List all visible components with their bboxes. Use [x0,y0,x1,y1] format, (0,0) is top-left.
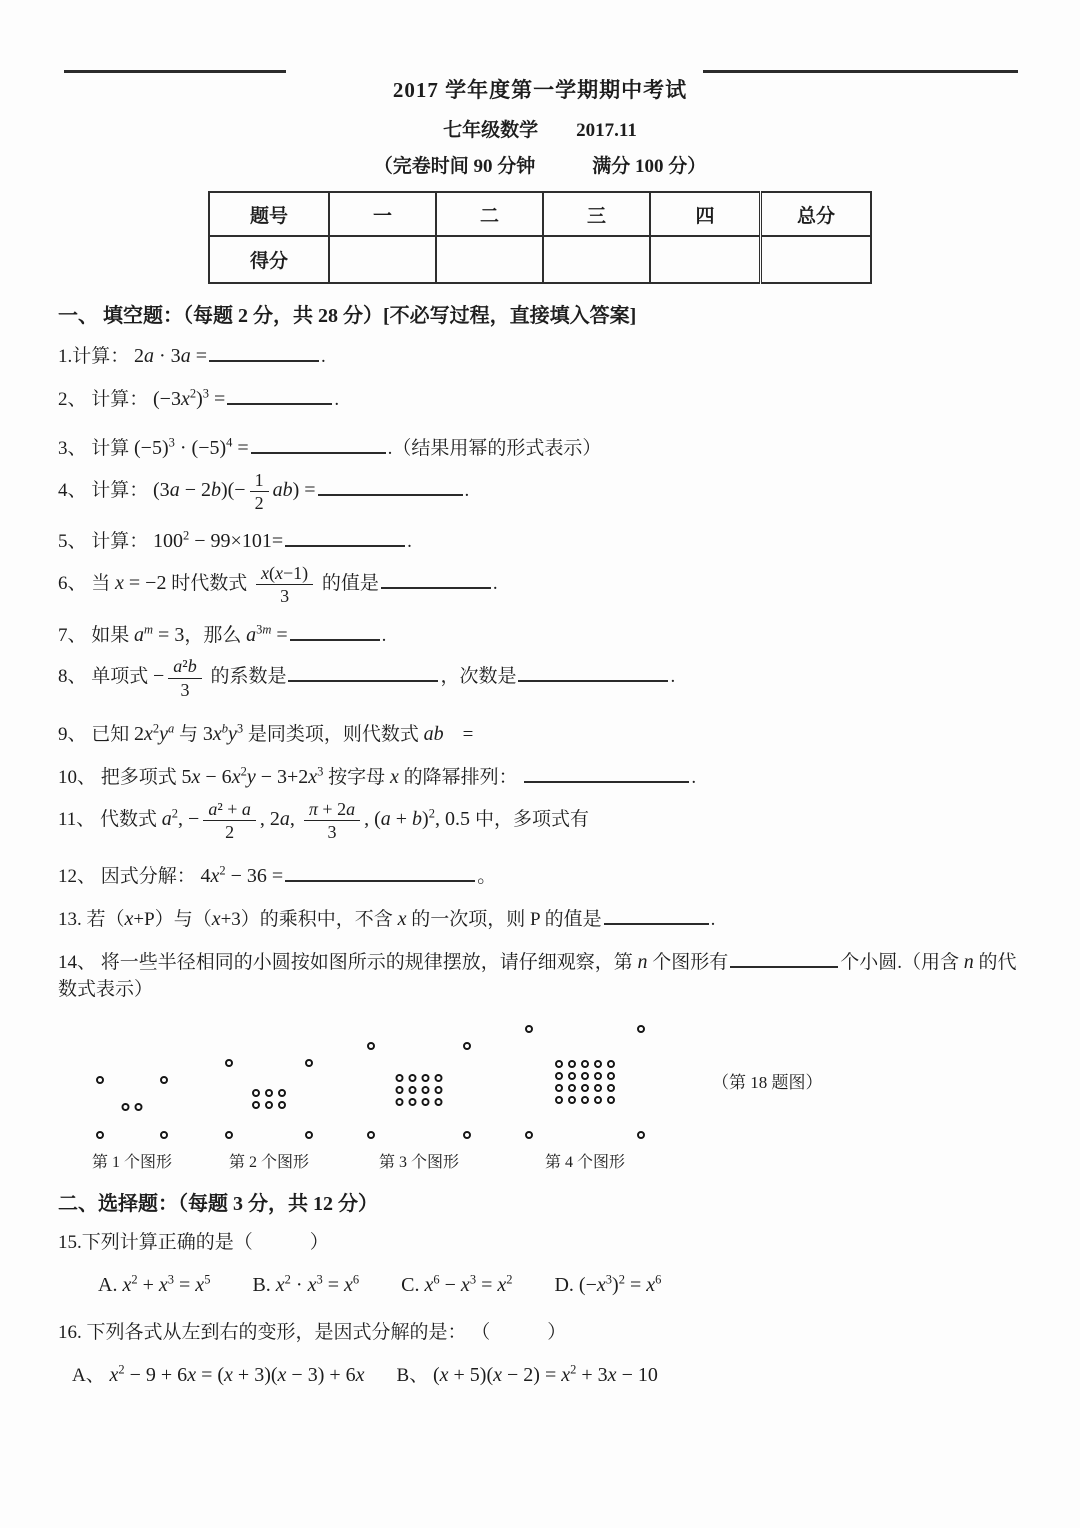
header-rule-left [64,70,286,73]
circle-dot [160,1131,168,1139]
score-row-label: 得分 [209,236,329,283]
circle-dot [594,1084,602,1092]
circle-dot [122,1103,130,1111]
question-13: 13. 若（x+P）与（x+3）的乘积中，不含 x 的一次项，则 P 的值是 . [58,908,716,930]
question-12: 12、 因式分解： $4x^2 - 36$ = 。 [58,863,497,888]
circle-dot [607,1072,615,1080]
dot-pattern [95,1075,169,1140]
circle-dot [435,1074,443,1082]
question-16: 16. 下列各式从左到右的变形，是因式分解的是： （ ） [58,1321,567,1343]
pattern-figure-2 [224,1058,314,1172]
question-2: 2、 计算： $(-3x^2)^3$ = . [58,386,340,410]
answer-blank [318,479,463,496]
circle-dot [568,1060,576,1068]
circle-dot [422,1098,430,1106]
figure-label: 第 2 个图形 [229,1153,310,1171]
circle-dot [96,1131,104,1139]
circle-dot [367,1131,375,1139]
answer-blank [251,437,386,454]
section-heading-multiple-choice: 二、选择题：（每题 3 分，共 12 分） [58,1192,378,1215]
dot-pattern [524,1024,646,1140]
circle-dot [265,1089,273,1097]
circle-dot [252,1089,260,1097]
question-9: 9、 已知 $2x^2y^a$ 与 $3x^by^3$ 是同类项，则代数式 ab = [58,721,474,745]
circle-dot [594,1060,602,1068]
circle-dot [409,1074,417,1082]
figure-label: 第 3 个图形 [379,1153,460,1171]
figure-label: 第 1 个图形 [92,1153,173,1171]
circle-dot [568,1084,576,1092]
score-header-cell: 二 [436,192,543,236]
exam-info-line: （完卷时间 90 分钟 满分 100 分） [373,156,707,177]
circle-dot [225,1131,233,1139]
circle-dot [367,1042,375,1050]
answer-blank [285,530,405,547]
score-header-cell: 四 [650,192,761,236]
score-header-cell: 总分 [761,192,872,236]
question-1: 1.计算： 2a · 3a = . [58,345,326,367]
circle-dot [581,1096,589,1104]
circle-dot [637,1131,645,1139]
answer-blank [290,624,380,641]
question-11: 11、 代数式 $a^2$, − $\frac{\text{a² + a}}{2}$ , 2a, $\frac{\pi + 2a}{3}$ , $(a + b)^2$, 0.5 中，多项式有 [58,798,589,842]
question-14: 14、 将一些半径相同的小圆按如图所示的规律摆放，请仔细观察，第 n 个图形有 个小圆.（用含 n 的代数式表示） [58,950,1017,1000]
circle-dot [555,1084,563,1092]
exam-title: 2017 学年度第一学期期中考试 [392,78,688,102]
answer-blank [524,766,689,783]
circle-dot [252,1101,260,1109]
circle-dot [435,1086,443,1094]
question-6: 6、 当 x = −2 时代数式 $\frac{x(x-1)}{3}$ 的值是 . [58,563,498,607]
circle-dot [422,1086,430,1094]
score-cell-empty [329,236,436,283]
answer-blank [285,865,475,882]
score-cell-empty [650,236,761,283]
circle-dot [160,1076,168,1084]
question-10: 10、 把多项式 $5x - 6x^2y - 3+2x^3$ 按字母 x 的降幂排列： . [58,764,697,788]
circle-dot [96,1076,104,1084]
circle-dot [435,1098,443,1106]
circle-dot [265,1101,273,1109]
circle-dot [637,1025,645,1033]
answer-blank [209,345,319,362]
circle-dot [135,1103,143,1111]
circle-dot [607,1060,615,1068]
question-8: 8、 单项式 − $\frac{\text{a²b}}{3}$ 的系数是 ，次数是 . [58,656,676,700]
answer-blank [288,665,438,682]
circle-dot [555,1096,563,1104]
answer-blank [604,908,709,925]
circle-dot [581,1072,589,1080]
answer-blank [730,951,838,968]
question-5: 5、 计算： $100^2 - 99\times 101=$ . [58,528,412,553]
question-7: 7、 如果 $a^m = 3$，那么 $a^{3m}$ = . [58,622,387,646]
circle-dot [278,1101,286,1109]
circle-dot [581,1084,589,1092]
score-table-score-row [209,236,871,283]
circle-dot [396,1086,404,1094]
dot-pattern [366,1041,472,1140]
pattern-figure-4 [524,1024,646,1172]
pattern-figures-row [58,1024,1022,1172]
circle-dot [525,1025,533,1033]
figure-label: 第 4 个图形 [545,1153,626,1171]
circle-dot [225,1059,233,1067]
circle-dot [396,1074,404,1082]
circle-dot [422,1074,430,1082]
figure-caption: （第 18 题图） [712,1073,823,1093]
circle-dot [594,1096,602,1104]
question-4: 4、 计算： (3a − 2b)(− $\frac{1}{2}$ ab) = . [58,469,470,514]
score-header-cell: 一 [329,192,436,236]
dot-pattern [224,1058,314,1140]
pattern-figure-3 [366,1041,472,1172]
question-15: 15.下列计算正确的是（ ） [58,1231,329,1253]
answer-blank [227,388,332,405]
circle-dot [525,1131,533,1139]
circle-dot [409,1098,417,1106]
circle-dot [555,1072,563,1080]
question-3: 3、 计算 $(-5)^3 \cdot (-5)^4$ = .（结果用幂的形式表示） [58,435,602,459]
pattern-figure-1 [92,1075,172,1172]
score-cell-empty [543,236,650,283]
circle-dot [568,1072,576,1080]
circle-dot [555,1060,563,1068]
score-cell-empty [436,236,543,283]
exam-subtitle: 七年级数学 2017.11 [443,120,637,141]
circle-dot [396,1098,404,1106]
circle-dot [305,1059,313,1067]
score-cell-empty [761,236,872,283]
answer-blank [518,665,668,682]
circle-dot [463,1042,471,1050]
circle-dot [305,1131,313,1139]
score-table-header-row [209,192,871,236]
question-16-options: A、 $x^2 - 9 + 6x = (x + 3)(x - 3) + 6x$ B、 $(x + 5)(x - 2) = x^2 + 3x - 10$ [72,1362,658,1386]
header-rule-right [703,70,1018,73]
circle-dot [607,1096,615,1104]
question-15-options: A. $x^2 + x^3 = x^5$ B. $x^2 \cdot x^3 = x^6$ C. $x^6 - x^3 = x^2$ D. $(-x^3)^2 = x^6$ [98,1272,662,1296]
circle-dot [568,1096,576,1104]
circle-dot [594,1072,602,1080]
score-table [208,191,872,284]
circle-dot [581,1060,589,1068]
answer-blank [381,572,491,589]
score-header-cell: 三 [543,192,650,236]
circle-dot [463,1131,471,1139]
circle-dot [409,1086,417,1094]
section-heading-fill-in: 一、 填空题：（每题 2 分，共 28 分）[不必写过程，直接填入答案] [58,305,637,327]
score-header-cell: 题号 [209,192,329,236]
circle-dot [278,1089,286,1097]
circle-dot [607,1084,615,1092]
